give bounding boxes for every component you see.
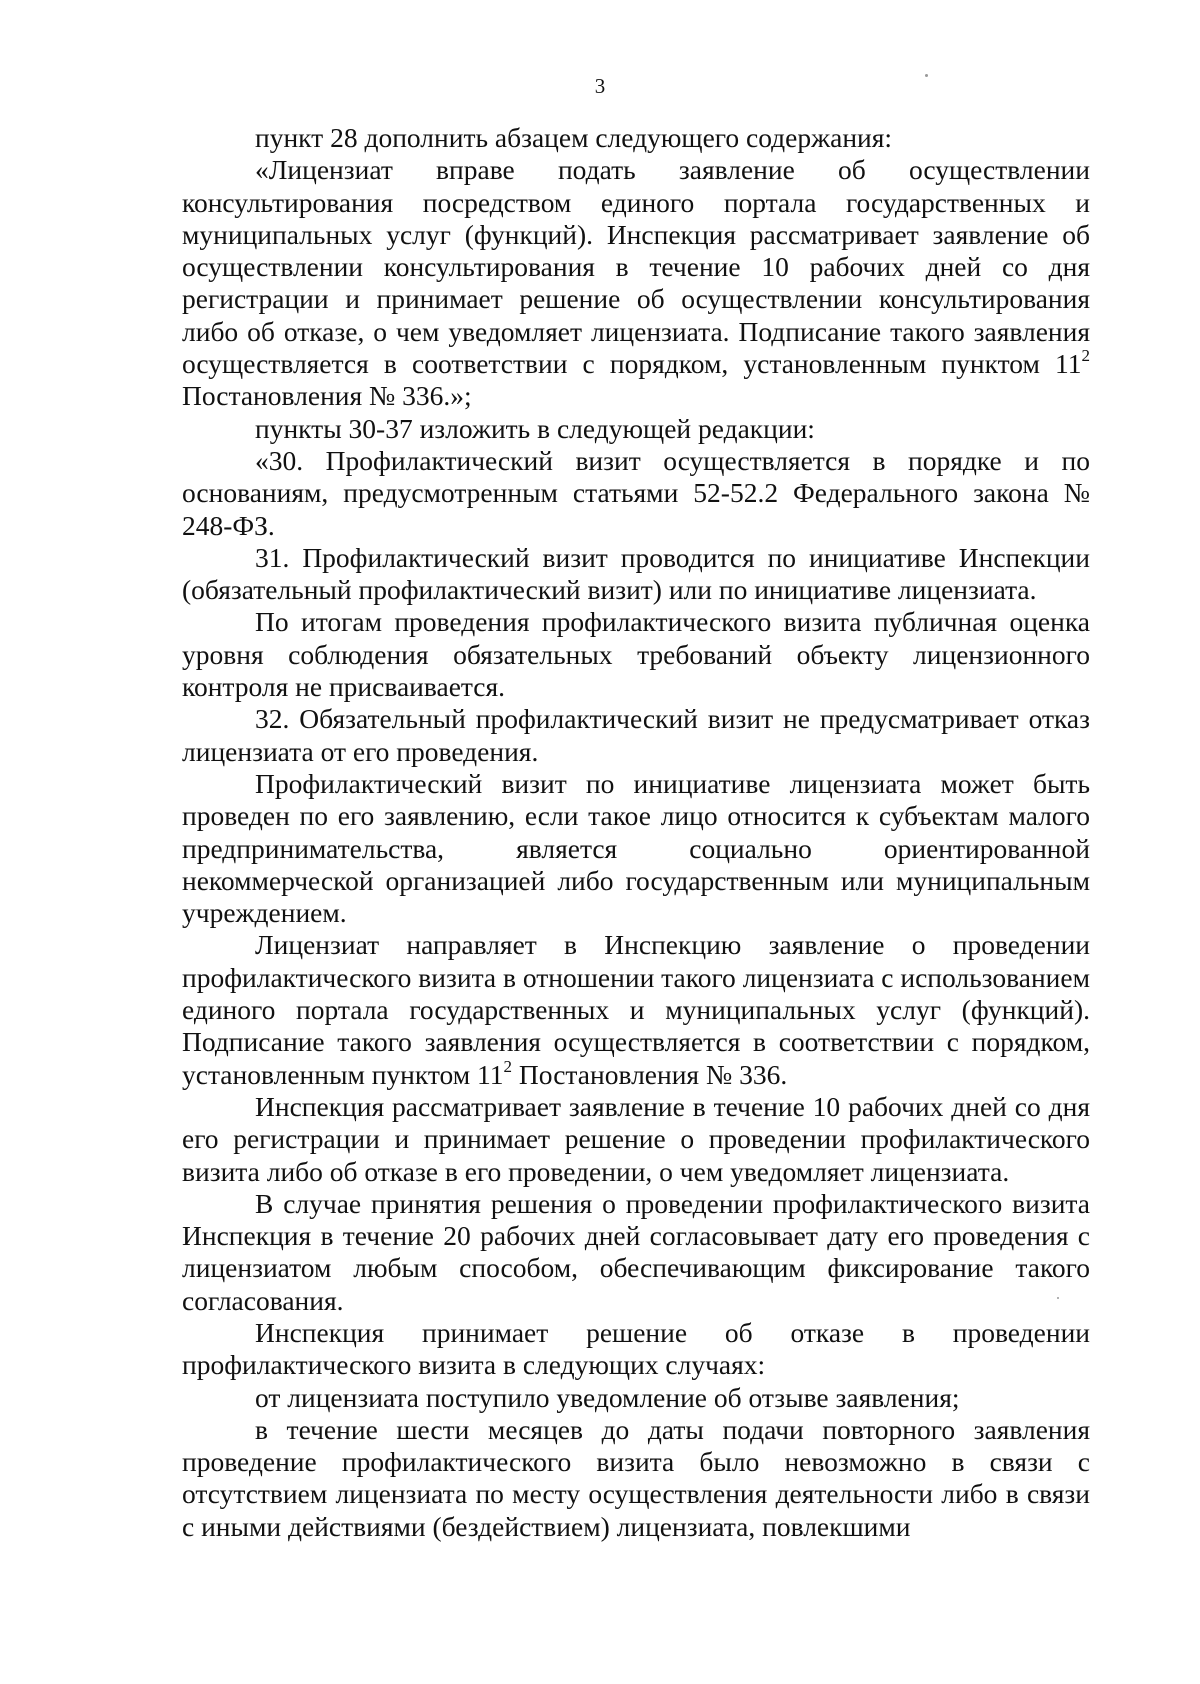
paragraph — [182, 413, 1090, 445]
text-run: Профилактический визит по инициативе лицензиата может быть проведен по его заявлению, если такое лицо относится к субъектам малого предпринимательства, является социально ориентированной некоммерческой организацией либо государственным или муниципальным учреждением. — [182, 767, 1090, 929]
paragraph — [182, 154, 1090, 412]
page-number: 3 — [594, 74, 606, 98]
text-run: от лицензиата поступило уведомление об отзыве заявления; — [255, 1381, 960, 1413]
scan-speck — [1057, 1297, 1059, 1299]
paragraph — [182, 1414, 1090, 1543]
text-run: 31. Профилактический визит проводится по инициативе Инспекции (обязательный профилактический визит) или по инициативе лицензиата. — [182, 541, 1090, 606]
text-run: В случае принятия решения о проведении профилактического визита Инспекция в течение 20 рабочих дней согласовывает дату его проведения с лицензиатом любым способом, обеспечивающим фиксирование такого согласования. — [182, 1187, 1090, 1316]
scan-speck — [925, 74, 928, 77]
text-run: пункты 30-37 изложить в следующей редакции: — [255, 412, 815, 444]
paragraph — [182, 122, 1090, 154]
paragraph — [182, 1382, 1090, 1414]
paragraph — [182, 606, 1090, 703]
text-run: Лицензиат направляет в Инспекцию заявление о проведении профилактического визита в отношении такого лицензиата с использованием единого портала государственных и муниципальных услуг (функций). Подписание такого заявления осуществляется в соответствии с порядком, установленным пунктом 11 — [182, 929, 1090, 1090]
paragraph — [182, 1188, 1090, 1317]
paragraph — [182, 768, 1090, 929]
text-run: 32. Обязательный профилактический визит не предусматривает отказ лицензиата от его проведения. — [182, 703, 1090, 767]
paragraph — [182, 542, 1090, 607]
text-run: Инспекция принимает решение об отказе в проведении профилактического визита в следующих случаях: — [182, 1316, 1090, 1381]
superscript: 2 — [1081, 346, 1090, 366]
paragraph — [182, 929, 1090, 1090]
text-run: По итогам проведения профилактического визита публичная оценка уровня соблюдения обязательных требований объекту лицензионного контроля не присваивается. — [182, 606, 1090, 703]
text-run: Инспекция рассматривает заявление в течение 10 рабочих дней со дня его регистрации и принимает решение о проведении профилактического визита либо об отказе в его проведении, о чем уведомляет лицензиата. — [182, 1090, 1090, 1187]
paragraph — [182, 1091, 1090, 1188]
text-run: Постановления № 336. — [512, 1058, 788, 1090]
paragraph — [182, 703, 1090, 768]
text-run: пункт 28 дополнить абзацем следующего содержания: — [255, 122, 893, 153]
text-run: «Лицензиат вправе подать заявление об осуществлении консультирования посредством единого портала государственных и муниципальных услуг (функций). Инспекция рассматривает заявление об осуществлении консультирования в течение 10 рабочих дней со дня регистрации и принимает решение об осуществлении консультирования либо об отказе, о чем уведомляет лицензиата. Подписание такого заявления осуществляется в соответствии с порядком, установленным пунктом 11 — [182, 154, 1090, 380]
document-body — [182, 122, 1090, 1543]
paragraph — [182, 1317, 1090, 1382]
paragraph — [182, 445, 1090, 542]
superscript: 2 — [503, 1056, 513, 1076]
text-run: Постановления № 336.»; — [182, 380, 472, 412]
text-run: в течение шести месяцев до даты подачи повторного заявления проведение профилактического визита было невозможно в связи с отсутствием лицензиата по месту осуществления деятельности либо в связи с иными действиями (бездействием) лицензиата, повлекшими — [182, 1413, 1090, 1542]
text-run: «30. Профилактический визит осуществляется в порядке и по основаниям, предусмотренным статьями 52-52.2 Федерального закона № 248-ФЗ. — [182, 444, 1090, 541]
